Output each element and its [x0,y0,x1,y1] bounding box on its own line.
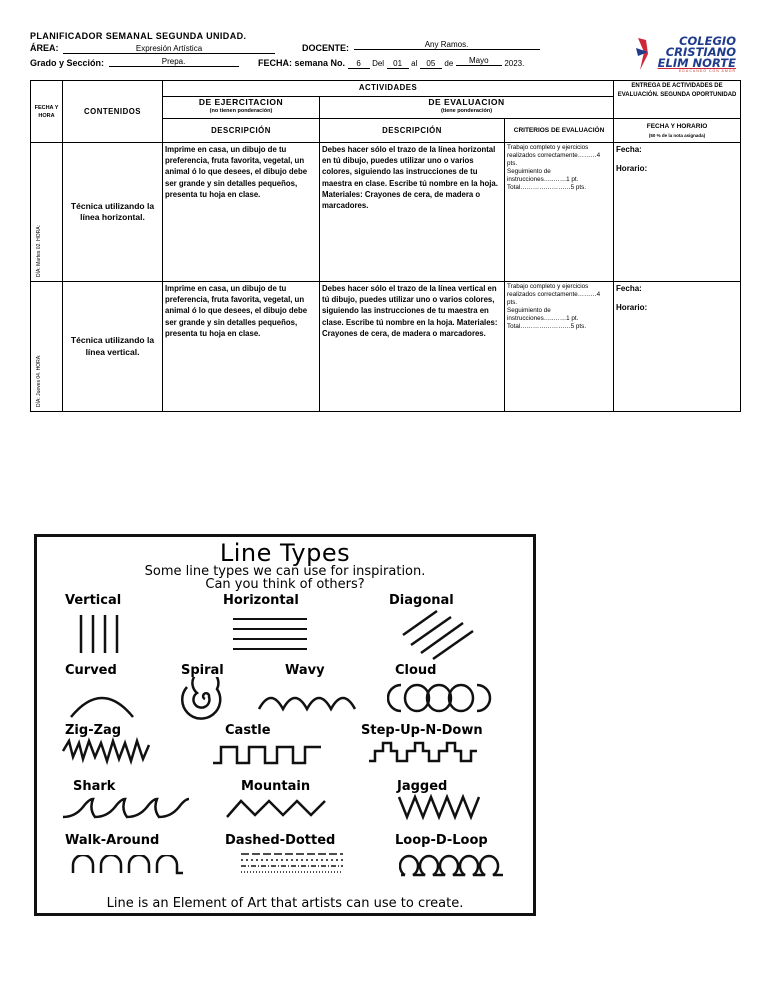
logo-line1: COLEGIO [679,34,736,48]
row-horario: Horario: [616,164,648,174]
row-evaluacion: Debes hacer sólo el trazo de la línea vertical en tú dibujo, puedes utilizar uno o varios colores, siguiendo las instrucciones de tu maestra en clase. Escribe tú nombre en la hoja. Materiales: Crayones de cera, de madera o marcadores. [320,282,505,412]
mountain-line-icon [225,797,329,819]
header-criterios: CRITERIOS DE EVALUACIÓN [505,119,614,143]
row-fecha: Fecha: [616,145,642,154]
grado-label: Grado y Sección: [30,58,105,68]
header-fecha-horario-note: (50 % de la nota asignada) [648,132,706,138]
header-descripcion-2: DESCRIPCIÓN [320,119,505,143]
dashed-dotted-lines-icon [237,851,347,877]
row-dia [31,282,63,412]
label-diagonal: Diagonal [389,593,454,608]
docente-label: DOCENTE: [302,43,349,53]
logo-tagline: EDUCANDO CON AMOR [678,69,736,73]
diagonal-lines-icon [397,609,477,661]
del-value: 01 [387,59,409,69]
label-spiral: Spiral [181,663,224,678]
logo-line3: ELIM NORTE [657,56,736,70]
crit-1: Trabajo completo y ejercicios realizados correctamente………4 pts. [507,283,601,306]
crit-2: Seguimiento de instrucciones…..……1 pt. [507,307,579,322]
label-vertical: Vertical [65,593,122,608]
label-mountain: Mountain [241,779,311,794]
horizontal-lines-icon [231,613,311,657]
poster-subtitle [37,565,533,591]
label-dasheddotted: Dashed-Dotted [225,833,336,848]
header-evaluacion: DE EVALUACION [428,97,505,107]
de-label: de [444,59,454,68]
poster-subtitle-2: Can you think of others? [205,577,365,592]
semana-value: 6 [348,59,370,69]
jagged-line-icon [397,793,487,821]
header-fecha-horario-cell [614,119,741,143]
row-ejercitacion: Imprime en casa, un dibujo de tu preferencia, fruta favorita, vegetal, un animal ó lo que desees, el dibujo debe ser grande y sin detalles pequeños, presenta tu hoja en clase. [163,143,320,282]
header-ejercitacion: DE EJERCITACION [198,97,284,107]
row-fecha-horario [614,143,741,282]
label-cloud: Cloud [395,663,437,678]
curved-line-icon [67,685,137,721]
row-contenido: Técnica utilizando la línea vertical. [63,282,163,412]
line-types-poster [34,534,536,916]
label-curved: Curved [65,663,117,678]
row-evaluacion: Debes hacer sólo el trazo de la línea horizontal en tú dibujo, puedes utilizar uno o varios colores, siguiendo las instrucciones de tu maestra en clase. Escribe tú nombre en la hoja. Materiales: Crayones de cera, de madera o marcadores. [320,143,505,282]
label-zigzag: Zig-Zag [65,723,122,738]
row-fecha-horario [614,282,741,412]
spiral-icon [173,677,237,721]
mes-value: Mayo [456,56,502,66]
poster-footer: Line is an Element of Art that artists can use to create. [106,896,464,911]
header-fecha-horario: FECHA Y HORARIO [646,122,708,130]
header-evaluacion-note: (tiene ponderación) [441,108,493,114]
cloud-line-icon [387,681,493,715]
row-dia-text: DÍA: Jueves 04. HORA: [36,354,42,407]
header-descripcion: DESCRIPCIÓN [163,119,320,143]
area-label: ÁREA: [30,43,59,53]
zigzag-line-icon [61,737,161,765]
label-jagged: Jagged [397,779,448,794]
loop-d-loop-line-icon [399,851,509,879]
row-ejercitacion: Imprime en casa, un dibujo de tu preferencia, fruta favorita, vegetal, un animal ó lo que desees, el dibujo debe ser grande y sin detalles pequeños, presenta tu hoja en clase. [163,282,320,412]
label-stepupndown: Step-Up-N-Down [361,723,483,738]
row-fecha: Fecha: [616,284,642,293]
area-value: Expresión Artística [63,44,275,54]
del-label: Del [372,59,385,68]
wavy-line-icon [257,687,357,713]
crit-2: Seguimiento de instrucciones…..……1 pt. [507,168,579,183]
row-contenido: Técnica utilizando la línea horizontal. [63,143,163,282]
al-value: 05 [420,59,442,69]
al-label: al [411,59,418,68]
row-horario: Horario: [616,303,648,313]
label-shark: Shark [73,779,116,794]
docente-row [302,40,540,54]
row-dia-text: DÍA: Martes 02. HORA: [36,225,42,277]
logo-line2: CRISTIANO [665,45,736,59]
label-horizontal: Horizontal [223,593,299,608]
header-fecha-hora: FECHA Y HORA [31,81,63,143]
header-actividades: ACTIVIDADES [163,81,614,97]
crit-3: Total……………………5 pts. [507,184,587,191]
area-row [30,43,275,54]
label-walkaround: Walk-Around [65,833,160,848]
walk-around-line-icon [71,855,183,875]
poster-title: Line Types [219,539,351,567]
step-up-n-down-icon [367,739,487,763]
planner-table [30,80,741,412]
grado-value: Prepa. [109,57,239,67]
shark-line-icon [61,795,191,821]
table-row [31,282,741,412]
page-title: PLANIFICADOR SEMANAL SEGUNDA UNIDAD. [30,31,247,41]
crit-1: Trabajo completo y ejercicios realizados correctamente………4 pts. [507,144,601,167]
table-row [31,143,741,282]
header-entrega: ENTREGA DE ACTIVIDADES DE EVALUACIÓN. SEGUNDA OPORTUNIDAD [614,81,741,119]
row-dia [31,143,63,282]
label-castle: Castle [225,723,271,738]
grado-row [30,58,239,69]
docente-value: Any Ramos. [354,40,540,50]
row-criterios [505,143,614,282]
crit-3: Total……………………5 pts. [507,323,587,330]
header-ejercitacion-cell [163,97,320,119]
fecha-label: FECHA: semana No. [258,58,346,68]
logo-text [656,36,736,69]
header-contenidos: CONTENIDOS [63,81,163,143]
anio-value: 2023. [504,59,525,68]
header-ejercitacion-note: (no tienen ponderación) [209,108,273,114]
row-criterios [505,282,614,412]
school-logo [634,36,734,74]
vertical-lines-icon [73,613,133,657]
label-loopdloop: Loop-D-Loop [395,833,488,848]
logo-flame-icon [634,36,656,72]
header-evaluacion-cell [320,97,614,119]
poster-subtitle-1: Some line types we can use for inspiration. [144,564,426,579]
castle-line-icon [211,743,323,765]
label-wavy: Wavy [285,663,325,678]
fecha-row [258,58,524,69]
